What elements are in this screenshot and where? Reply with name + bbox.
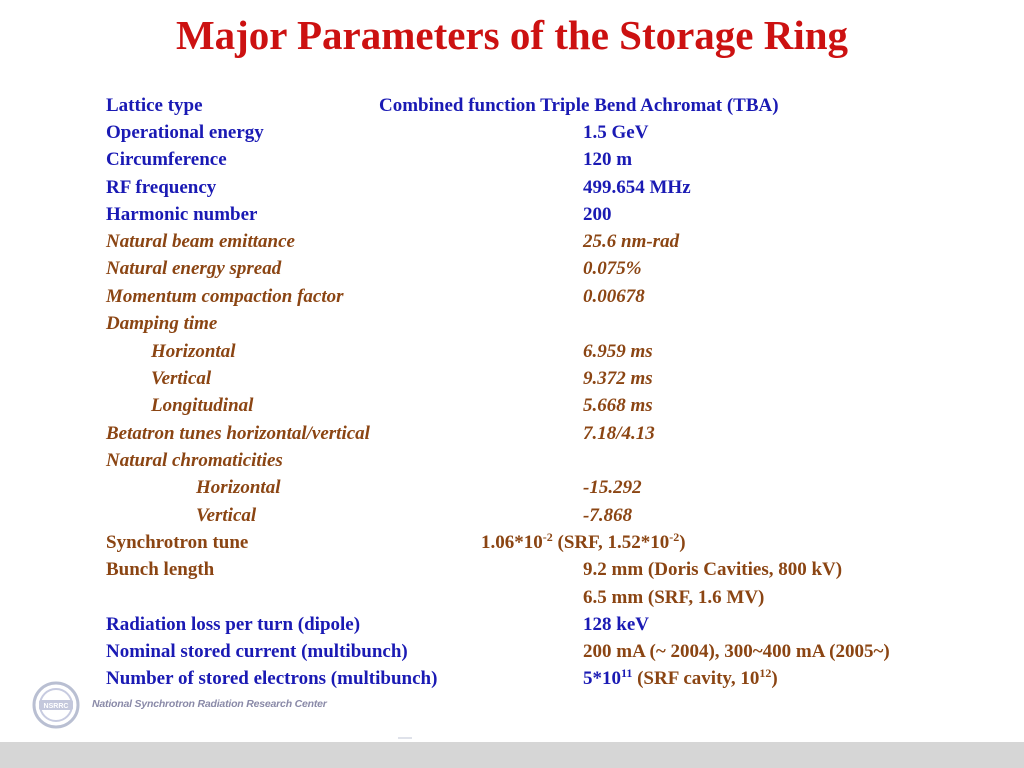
param-row-natural-energy-spread bbox=[0, 257, 1024, 284]
param-label: Horizontal bbox=[151, 341, 236, 362]
param-row-stored-electrons bbox=[0, 667, 1024, 694]
param-row-bunch-length bbox=[0, 558, 1024, 585]
param-row-operational-energy bbox=[0, 121, 1024, 148]
param-row-rf-frequency bbox=[0, 176, 1024, 203]
param-row-bunch-length-2 bbox=[0, 586, 1024, 613]
synchrotron-value-exponent: -2 bbox=[542, 530, 553, 544]
slide-title: Major Parameters of the Storage Ring bbox=[175, 12, 849, 58]
param-label: Momentum compaction factor bbox=[106, 286, 344, 307]
param-row-momentum-compaction-factor bbox=[0, 285, 1024, 312]
param-label: Horizontal bbox=[196, 477, 281, 498]
param-label: Vertical bbox=[196, 505, 257, 526]
param-value: Combined function Triple Bend Achromat (TBA) bbox=[379, 95, 779, 116]
param-value: 9.372 ms bbox=[583, 368, 653, 389]
synchrotron-paren-exponent: -2 bbox=[669, 530, 680, 544]
param-row-circumference bbox=[0, 148, 1024, 175]
synchrotron-paren-close: ) bbox=[679, 532, 686, 553]
param-label: Circumference bbox=[106, 149, 227, 170]
electrons-paren-close: ) bbox=[771, 668, 778, 689]
divider bbox=[398, 737, 412, 739]
param-value: 200 mA (~ 2004), 300~400 mA (2005~) bbox=[583, 641, 890, 662]
param-value: 0.075% bbox=[583, 258, 642, 279]
param-row-damping-time bbox=[0, 312, 1024, 339]
param-row-synchrotron-tune bbox=[0, 531, 1024, 558]
param-label: Radiation loss per turn (dipole) bbox=[106, 614, 361, 635]
param-value: -7.868 bbox=[583, 505, 633, 526]
param-row-chromaticity-horizontal bbox=[0, 476, 1024, 503]
param-label: Operational energy bbox=[106, 122, 264, 143]
synchrotron-value-main: 1.06*10 bbox=[481, 532, 543, 553]
logo-text: NSRRC bbox=[43, 703, 69, 710]
param-value: 9.2 mm (Doris Cavities, 800 kV) bbox=[583, 559, 843, 580]
param-value: 200 bbox=[583, 204, 612, 225]
param-label: Bunch length bbox=[106, 559, 215, 580]
param-label: Synchrotron tune bbox=[106, 532, 249, 553]
organization-name: National Synchrotron Radiation Research Center bbox=[92, 698, 327, 710]
param-label: RF frequency bbox=[106, 177, 217, 198]
betatron-label-suffix: horizontal/vertical bbox=[226, 423, 370, 444]
electrons-value-paren bbox=[632, 668, 777, 689]
param-label bbox=[106, 422, 370, 446]
param-value: -15.292 bbox=[583, 477, 642, 498]
param-label: Lattice type bbox=[106, 95, 203, 116]
param-value bbox=[481, 531, 686, 555]
param-row-chromaticity-vertical bbox=[0, 504, 1024, 531]
param-label: Harmonic number bbox=[106, 204, 258, 225]
synchrotron-value-paren: (SRF, 1.52*10 bbox=[552, 532, 670, 553]
footer-bar bbox=[0, 742, 1024, 768]
param-label: Longitudinal bbox=[151, 395, 254, 416]
param-row-damping-longitudinal bbox=[0, 394, 1024, 421]
param-value: 25.6 nm-rad bbox=[583, 231, 680, 252]
param-row-nominal-stored-current bbox=[0, 640, 1024, 667]
param-value: 6.959 ms bbox=[583, 341, 653, 362]
param-label: Vertical bbox=[151, 368, 212, 389]
param-value bbox=[583, 667, 778, 691]
param-row-harmonic-number bbox=[0, 203, 1024, 230]
param-row-betatron-tunes bbox=[0, 422, 1024, 449]
electrons-value-exponent: 11 bbox=[621, 666, 633, 680]
param-row-radiation-loss bbox=[0, 613, 1024, 640]
param-value: 128 keV bbox=[583, 614, 649, 635]
electrons-paren-exponent: 12 bbox=[759, 666, 772, 680]
electrons-value-main: 5*10 bbox=[583, 668, 621, 689]
electrons-paren-text: (SRF cavity, 10 bbox=[632, 668, 760, 689]
param-value: 499.654 MHz bbox=[583, 177, 691, 198]
param-value: 0.00678 bbox=[583, 286, 645, 307]
param-label: Damping time bbox=[106, 313, 218, 334]
param-row-damping-vertical bbox=[0, 367, 1024, 394]
param-label: Number of stored electrons (multibunch) bbox=[106, 668, 438, 689]
param-label: Natural energy spread bbox=[106, 258, 282, 279]
param-row-natural-beam-emittance bbox=[0, 230, 1024, 257]
param-row-natural-chromaticities bbox=[0, 449, 1024, 476]
param-value: 7.18/4.13 bbox=[583, 423, 655, 444]
nsrrc-logo bbox=[32, 681, 80, 729]
param-label: Natural beam emittance bbox=[106, 231, 295, 252]
param-label: Nominal stored current (multibunch) bbox=[106, 641, 408, 662]
param-row-damping-horizontal bbox=[0, 340, 1024, 367]
param-row-lattice-type bbox=[0, 94, 1024, 121]
param-label: Natural chromaticities bbox=[106, 450, 283, 471]
param-value: 6.5 mm (SRF, 1.6 MV) bbox=[583, 587, 765, 608]
betatron-label-main: Betatron tunes bbox=[106, 423, 222, 444]
param-value: 120 m bbox=[583, 149, 633, 170]
param-value: 5.668 ms bbox=[583, 395, 653, 416]
param-value: 1.5 GeV bbox=[583, 122, 649, 143]
